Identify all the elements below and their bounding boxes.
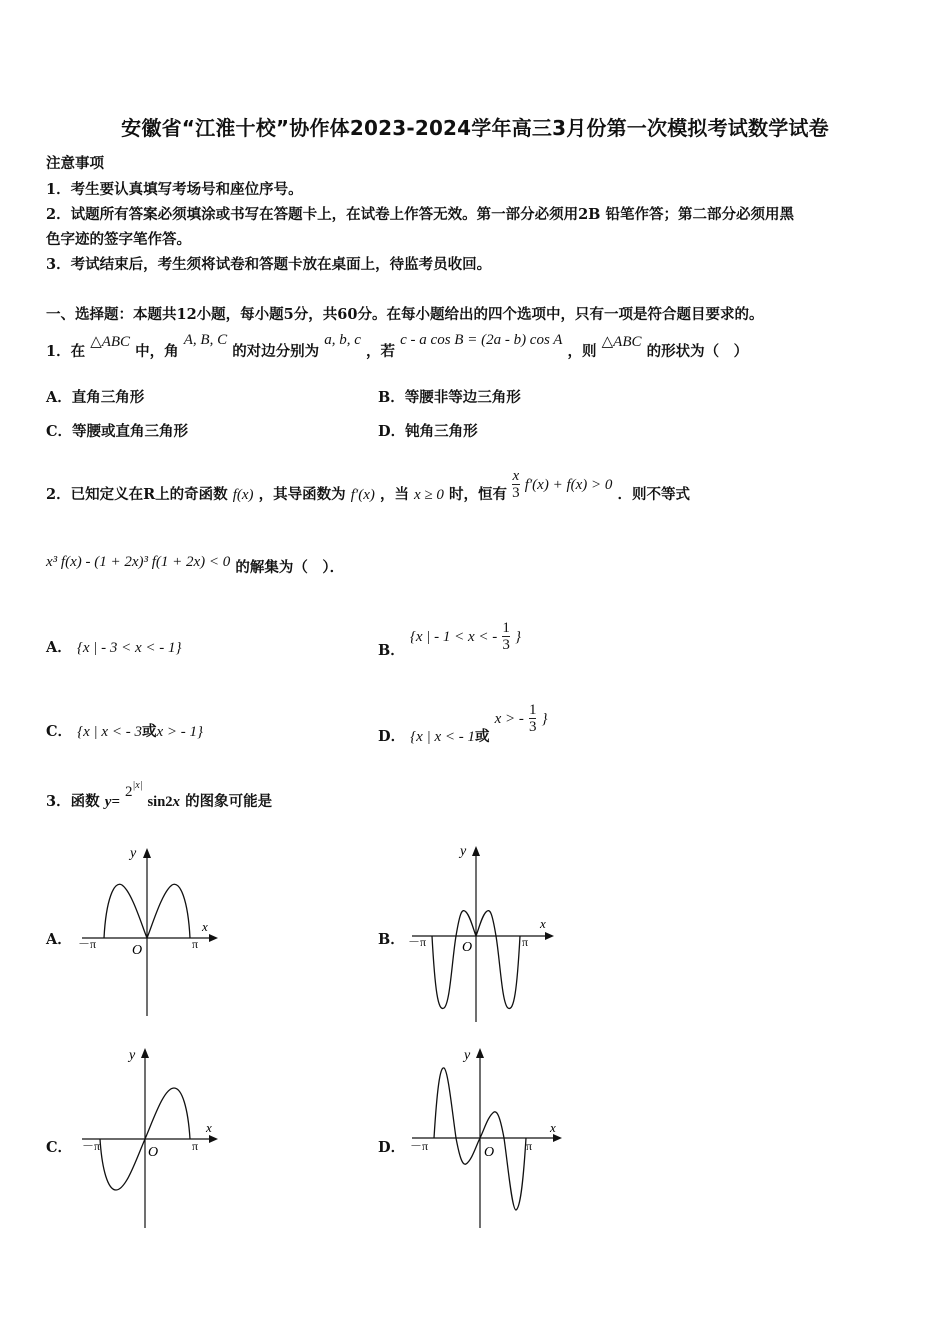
- q2-option-d: D． {x | x < - 1或 x > - $\frac{1}{3}$ }: [378, 702, 548, 745]
- pi-label: π: [192, 937, 199, 951]
- y-label: y: [460, 844, 467, 859]
- x-label: x: [550, 1120, 556, 1135]
- q2-option-b: B． {x | - 1 < x < - $\frac{1}{3}$ }: [378, 620, 521, 659]
- note-item: 2．试题所有答案必须填涂或书写在答题卡上，在试卷上作答无效。第一部分必须用2B 铅笔作答；第二部分必须用黑: [46, 206, 794, 223]
- x-label: x: [540, 916, 546, 931]
- y-axis-arrow: [143, 848, 151, 858]
- x-label: x: [202, 919, 208, 934]
- pi-label: π: [522, 935, 529, 949]
- q3-graph-b: [400, 840, 570, 1025]
- q1-option-c: C．等腰或直角三角形: [46, 423, 189, 440]
- y-label: y: [464, 1048, 471, 1063]
- note-item: 1．考生要认真填写考场号和座位序号。: [46, 181, 303, 198]
- q3-graph-d: [400, 1040, 570, 1232]
- q2-option-c: C． {x | x < - 3或x > - 1}: [46, 723, 203, 740]
- q1-option-b: B．等腰非等边三角形: [378, 389, 521, 406]
- y-axis-arrow: [141, 1048, 149, 1058]
- q3-option-a-label: A．: [46, 931, 72, 948]
- q1-option-d: D．钝角三角形: [378, 423, 478, 440]
- notes-heading: 注意事项: [46, 155, 104, 172]
- note-item: 色字迹的签字笔作答。: [46, 231, 191, 248]
- x-axis-arrow: [553, 1134, 562, 1142]
- section-heading: 一、选择题：本题共12小题，每小题5分，共60分。在每小题给出的四个选项中，只有一项是符合题目要求的。: [46, 306, 764, 323]
- neg-pi-label: －π: [82, 1139, 101, 1153]
- x-axis-arrow: [209, 1135, 218, 1143]
- x-label: x: [206, 1120, 212, 1135]
- question-2-stem-cont: x³ f(x) - (1 + 2x)³ f(1 + 2x) < 0 的解集为（ ）．: [46, 554, 345, 576]
- question-2-stem: 2．已知定义在R上的奇函数 f(x) ，其导函数为 f′(x) ，当 x ≥ 0 时，恒有 $\frac{x}{3}$ f′(x) + f(x) > 0 ．则不等式: [46, 468, 690, 503]
- q1-option-a: A．直角三角形: [46, 389, 145, 406]
- neg-pi-label: －π: [408, 935, 427, 949]
- q3-option-d-label: D．: [378, 1139, 406, 1156]
- q3-option-c-label: C．: [46, 1139, 73, 1156]
- origin-label: O: [148, 1145, 159, 1160]
- neg-pi-label: －π: [78, 937, 97, 951]
- q3-option-b-label: B．: [378, 931, 405, 948]
- question-1-stem: 1．在 △ABC 中，角 A, B, C 的对边分别为 a, b, c ，若 c - a cos B = (2a - b) cos A ，则 △ABC 的形状为（ ）: [46, 332, 749, 360]
- pi-label: π: [526, 1139, 533, 1153]
- q2-option-a: A． {x | - 3 < x < - 1}: [46, 639, 182, 656]
- q3-graph-c: [70, 1040, 230, 1232]
- origin-label: O: [132, 943, 143, 958]
- page-title: 安徽省“江淮十校”协作体2023-2024学年高三3月份第一次模拟考试数学试卷: [121, 116, 829, 140]
- y-axis-arrow: [476, 1048, 484, 1058]
- note-item: 3．考试结束后，考生须将试卷和答题卡放在桌面上，待监考员收回。: [46, 256, 492, 273]
- y-label: y: [129, 1048, 136, 1063]
- pi-label: π: [192, 1139, 199, 1153]
- question-3-stem: 3．函数 $y= 2^{|x|}$ sin2x 的图象可能是: [46, 780, 273, 810]
- x-axis-arrow: [545, 932, 554, 940]
- x-axis-arrow: [209, 934, 218, 942]
- y-label: y: [130, 846, 137, 861]
- origin-label: O: [462, 940, 473, 955]
- q3-graph-a: [70, 840, 230, 1020]
- neg-pi-label: －π: [410, 1139, 429, 1153]
- y-axis-arrow: [472, 846, 480, 856]
- origin-label: O: [484, 1145, 495, 1160]
